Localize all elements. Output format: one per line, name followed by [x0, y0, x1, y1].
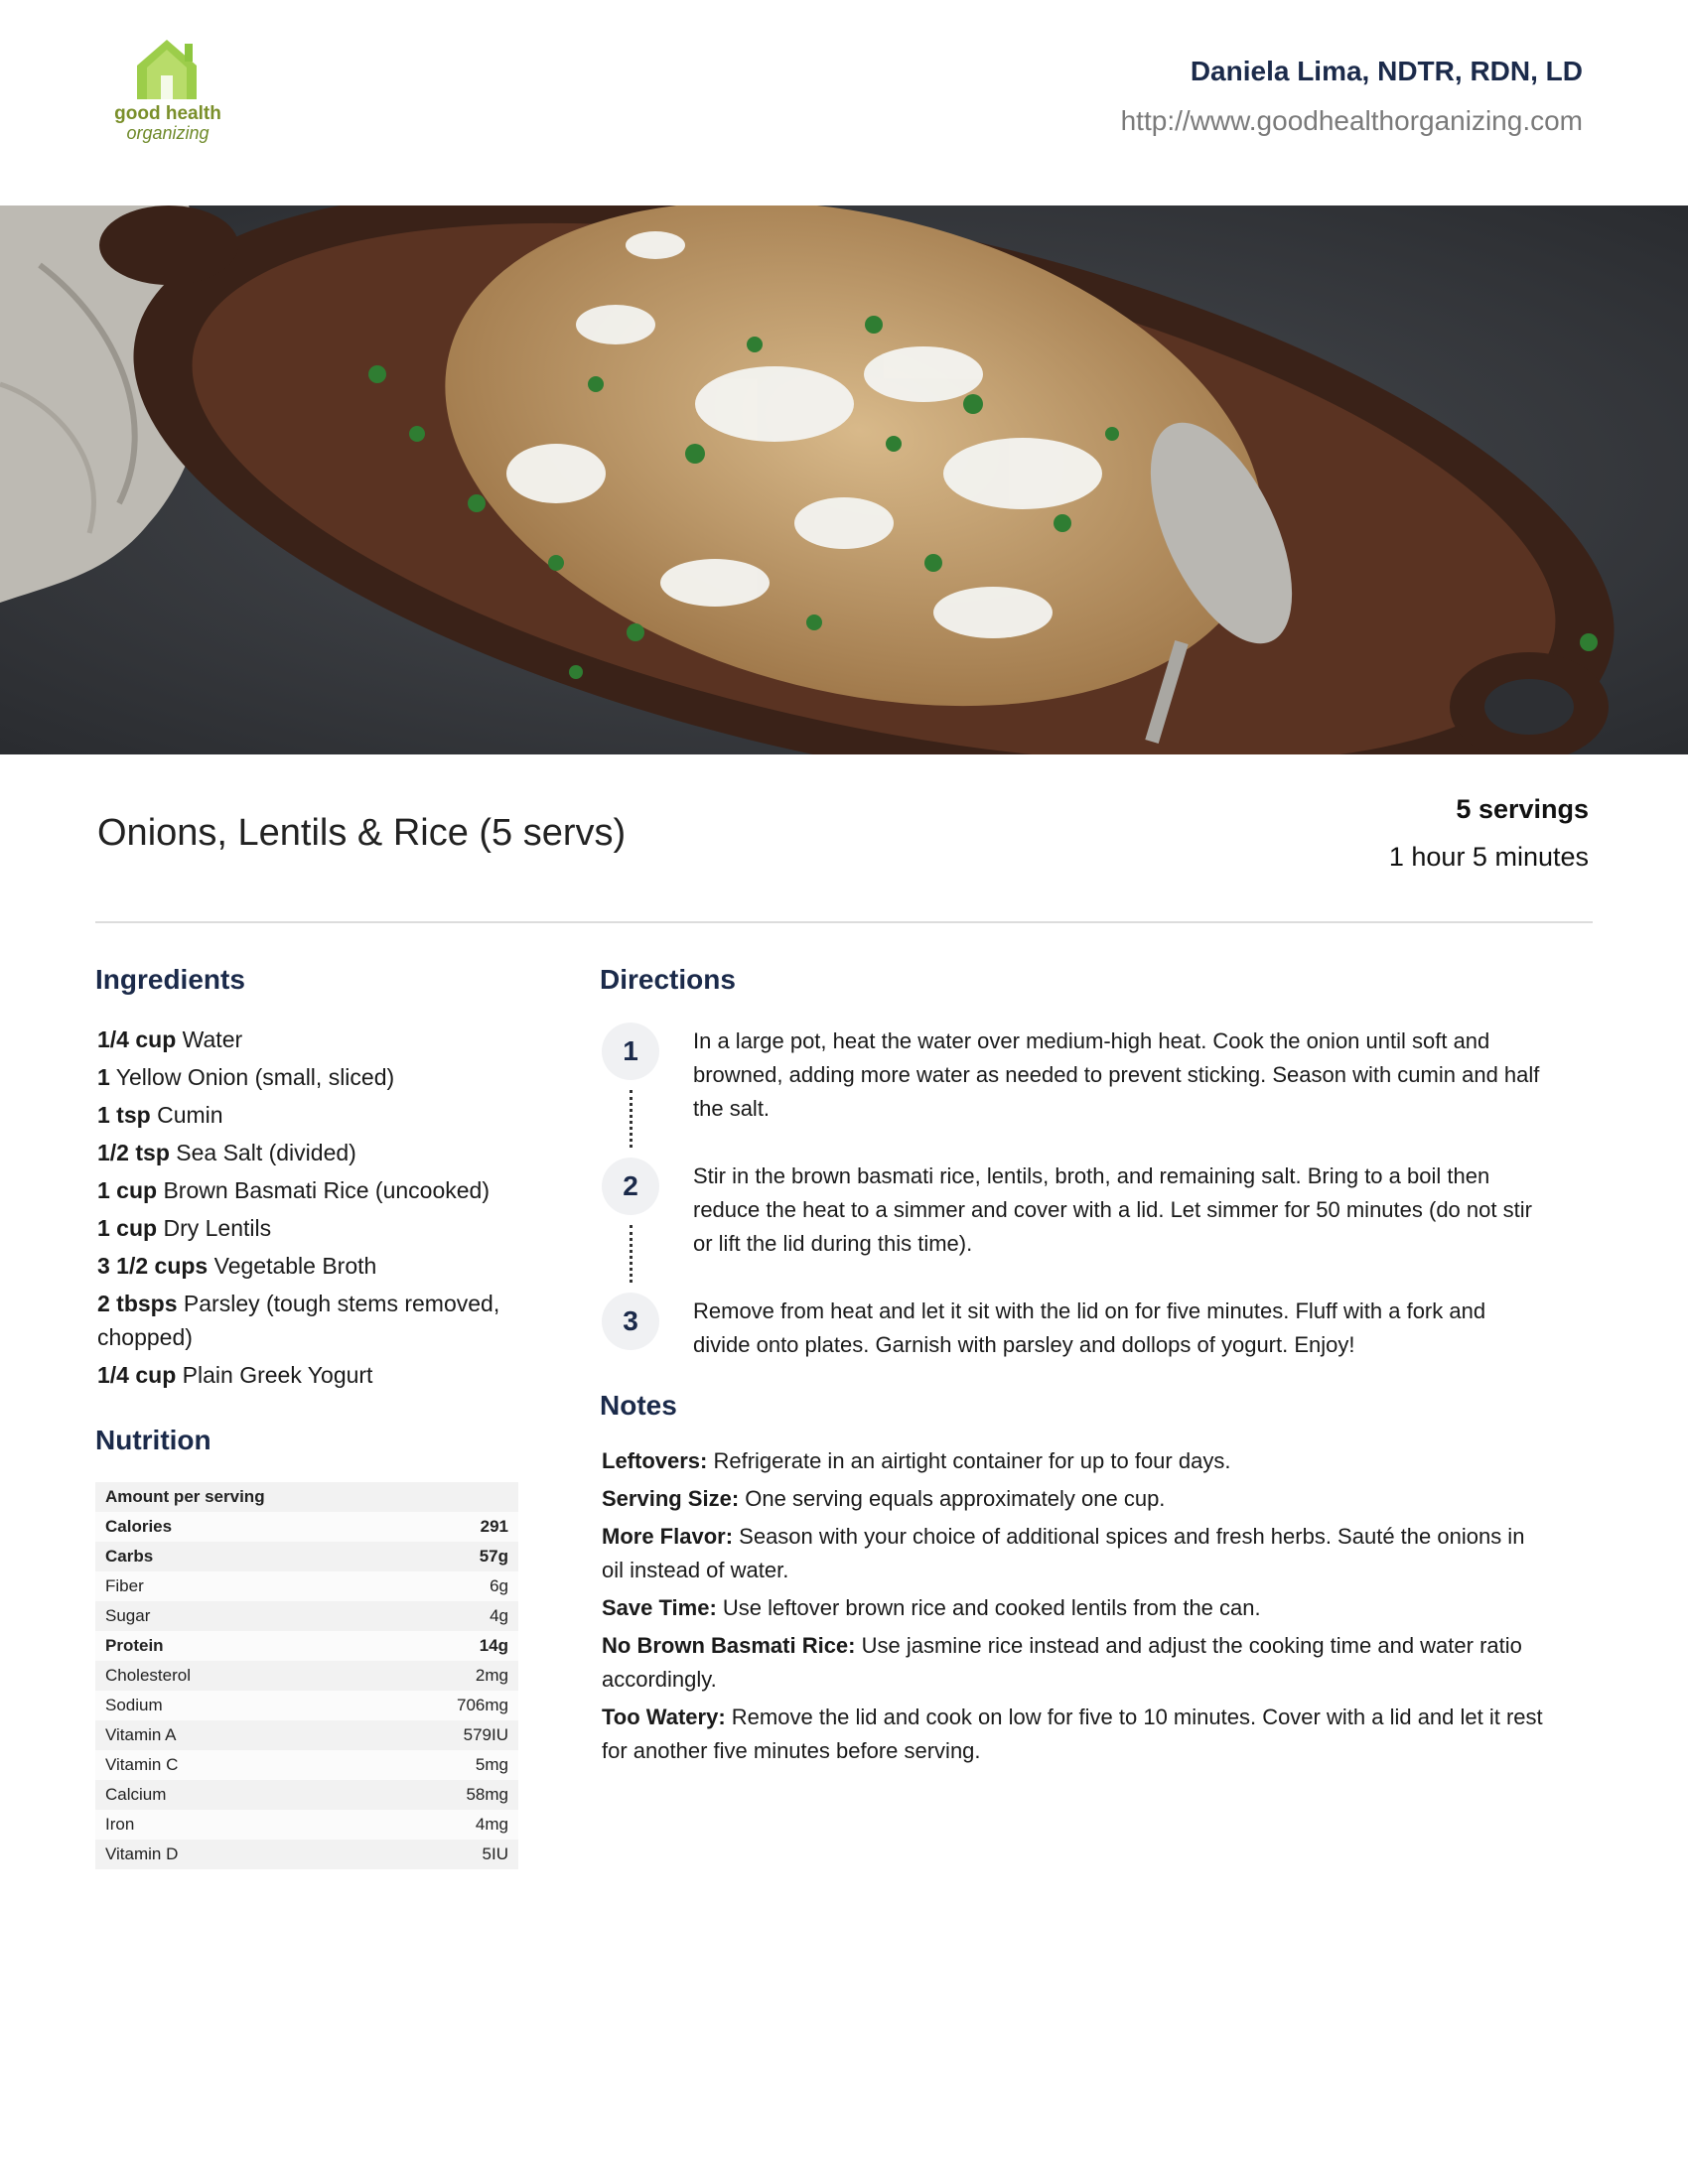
nutrition-row: Protein 14g: [95, 1631, 518, 1661]
note-item: Save Time: Use leftover brown rice and cooked lentils from the can.: [602, 1595, 1261, 1620]
nutrition-row: Cholesterol 2mg: [95, 1661, 518, 1691]
note-item: Serving Size: One serving equals approximately one cup.: [602, 1486, 1166, 1511]
author-name: Daniela Lima, NDTR, RDN, LD: [1190, 56, 1583, 86]
note-item: Too Watery: Remove the lid and cook on low for five to 10 minutes. Cover with a lid and let it rest for another five minutes before serving.: [602, 1705, 1543, 1763]
ingredient-item: 1/2 tsp Sea Salt (divided): [97, 1140, 356, 1165]
nutrition-row: Calcium 58mg: [95, 1780, 518, 1810]
nutrition-row: Calories 291: [95, 1512, 518, 1542]
nutrition-heading: Nutrition: [95, 1425, 211, 1455]
nutrition-row: Sodium 706mg: [95, 1691, 518, 1720]
ingredient-item: 1 tsp Cumin: [97, 1102, 223, 1128]
step-text: Stir in the brown basmati rice, lentils, broth, and remaining salt. Bring to a boil then reduce the heat to a simmer and cover with a lid. Let simmer for 50 minutes (do not stir or lift the lid during this time).: [693, 1163, 1532, 1256]
nutrition-table: [95, 1482, 518, 1869]
logo-text-line1: good health: [114, 103, 221, 124]
step-text: Remove from heat and let it sit with the lid on for five minutes. Fluff with a fork and divide onto plates. Garnish with parsley and dollops of yogurt. Enjoy!: [693, 1298, 1486, 1357]
directions-heading: Directions: [600, 964, 736, 995]
nutrition-row: Vitamin D 5IU: [95, 1840, 518, 1869]
servings: 5 servings: [1456, 794, 1589, 824]
total-time: 1 hour 5 minutes: [1388, 842, 1589, 872]
notes-heading: Notes: [600, 1390, 677, 1421]
ingredients-list: [97, 1023, 524, 1396]
recipe-photo: [0, 205, 1688, 754]
nutrition-row: Fiber 6g: [95, 1571, 518, 1601]
ingredient-item: 1 cup Brown Basmati Rice (uncooked): [97, 1177, 490, 1203]
notes-list: [602, 1444, 1545, 1772]
nutrition-header-row: Amount per serving: [95, 1482, 518, 1512]
logo: [103, 38, 232, 149]
nutrition-row: Vitamin C 5mg: [95, 1750, 518, 1780]
step-connector: [630, 1225, 633, 1283]
step-text: In a large pot, heat the water over medium-high heat. Cook the onion until soft and browned, adding more water as needed to prevent sticking. Season with cumin and half the salt.: [693, 1028, 1540, 1121]
logo-text-line2: organizing: [126, 123, 210, 143]
nutrition-row: Iron 4mg: [95, 1810, 518, 1840]
ingredient-item: 2 tbsps Parsley (tough stems removed, chopped): [97, 1291, 500, 1350]
nutrition-row: Vitamin A 579IU: [95, 1720, 518, 1750]
ingredient-item: 3 1/2 cups Vegetable Broth: [97, 1253, 377, 1279]
divider: [95, 921, 1593, 923]
nutrition-row: Carbs 57g: [95, 1542, 518, 1571]
ingredients-heading: Ingredients: [95, 964, 245, 995]
note-item: No Brown Basmati Rice: Use jasmine rice instead and adjust the cooking time and water ratio accordingly.: [602, 1633, 1522, 1692]
step-connector: [630, 1090, 633, 1148]
nutrition-row: Sugar 4g: [95, 1601, 518, 1631]
page-header: [0, 0, 1688, 205]
note-item: Leftovers: Refrigerate in an airtight container for up to four days.: [602, 1448, 1231, 1473]
recipe-title: Onions, Lentils & Rice (5 servs): [97, 812, 627, 854]
website-link[interactable]: http://www.goodhealthorganizing.com: [1120, 105, 1583, 136]
step-number: 2: [602, 1158, 659, 1215]
ingredient-item: 1/4 cup Water: [97, 1026, 243, 1052]
ingredient-item: 1 Yellow Onion (small, sliced): [97, 1064, 395, 1090]
ingredient-item: 1 cup Dry Lentils: [97, 1215, 272, 1241]
ingredient-item: 1/4 cup Plain Greek Yogurt: [97, 1362, 373, 1388]
step-number: 3: [602, 1293, 659, 1350]
note-item: More Flavor: Season with your choice of additional spices and fresh herbs. Sauté the onions in oil instead of water.: [602, 1524, 1525, 1582]
step-number: 1: [602, 1023, 659, 1080]
recipe-photo-illustration: [0, 205, 1688, 754]
